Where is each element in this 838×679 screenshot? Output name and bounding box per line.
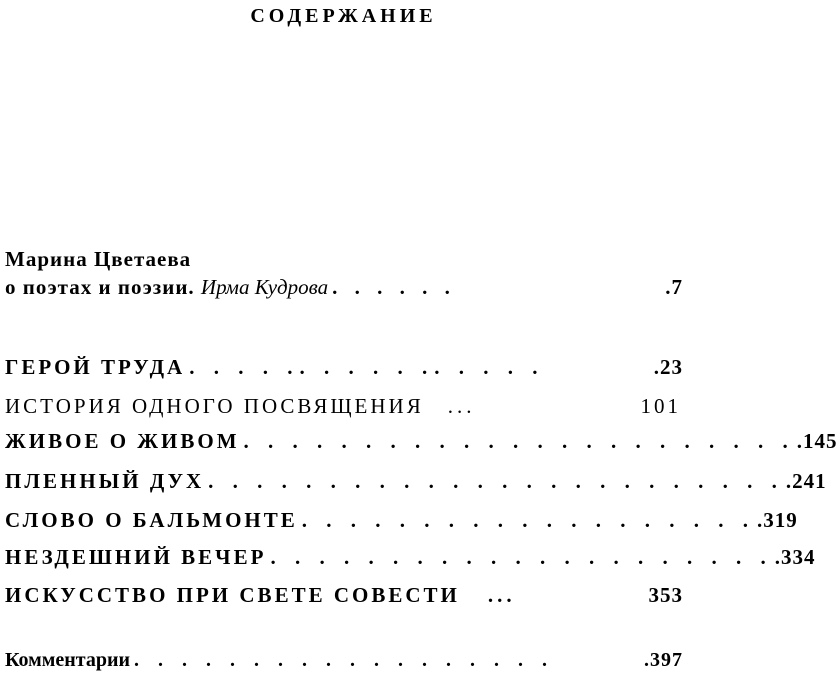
toc-entry [5, 581, 683, 609]
intro-line-2-text: о поэтах и поэзии. [5, 275, 195, 299]
page-number: 101 [640, 394, 681, 418]
leader-dots: ... [447, 394, 476, 418]
toc-entry-comments [5, 646, 683, 674]
leader-dots: . . . . . . . . . . . . . . . . . . [134, 649, 555, 671]
leader-dots: . . . . . . . . . . . . . . . . . . . [301, 508, 756, 532]
toc-entry [5, 543, 816, 571]
leader-dots: ... [487, 583, 516, 607]
toc-entry-title: ГЕРОЙ ТРУДА [5, 355, 186, 379]
toc-entry [5, 427, 838, 455]
toc-entry [5, 467, 827, 495]
intro-author: Ирма Кудрова [200, 275, 329, 299]
page-number: .319 [757, 508, 798, 532]
toc-entry [5, 353, 683, 381]
intro-line-2 [5, 273, 683, 301]
page-number: .7 [665, 275, 683, 299]
toc-entry-title: Комментарии [5, 649, 131, 671]
page-number: .397 [644, 649, 683, 671]
toc-entry [5, 506, 798, 534]
page-number: 353 [648, 583, 683, 607]
toc-entry-title: ПЛЕННЫЙ ДУХ [5, 469, 205, 493]
toc-entry-title: ЖИВОЕ О ЖИВОМ [5, 429, 240, 453]
intro-entry [5, 245, 683, 299]
page-number: .241 [785, 469, 827, 493]
toc-entry-title: НЕЗДЕШНИЙ ВЕЧЕР [5, 545, 267, 569]
leader-dots: . . . . .. . . . . .. . . . . [189, 355, 545, 379]
leader-dots: . . . . . . [332, 275, 456, 299]
leader-dots: . . . . . . . . . . . . . . . . . . . . . [270, 545, 773, 569]
leader-dots: . . . . . . . . . . . . . . . . . . . . . . . [243, 429, 795, 453]
page-number: .23 [653, 355, 683, 379]
leader-dots: . . . . . . . . . . . . . . . . . . . . . . . . [208, 469, 784, 493]
intro-line-1: Марина Цветаева [5, 247, 192, 271]
toc-entry [5, 392, 683, 420]
page-number: .334 [774, 545, 816, 569]
page-number: .145 [796, 429, 838, 453]
toc-entry-title: СЛОВО О БАЛЬМОНТЕ [5, 508, 298, 532]
toc-entry-title: ИСТОРИЯ ОДНОГО ПОСВЯЩЕНИЯ [5, 394, 424, 418]
toc-entry-title: ИСКУССТВО ПРИ СВЕТЕ СОВЕСТИ [5, 583, 460, 607]
page-title: СОДЕРЖАНИЕ [250, 5, 437, 27]
